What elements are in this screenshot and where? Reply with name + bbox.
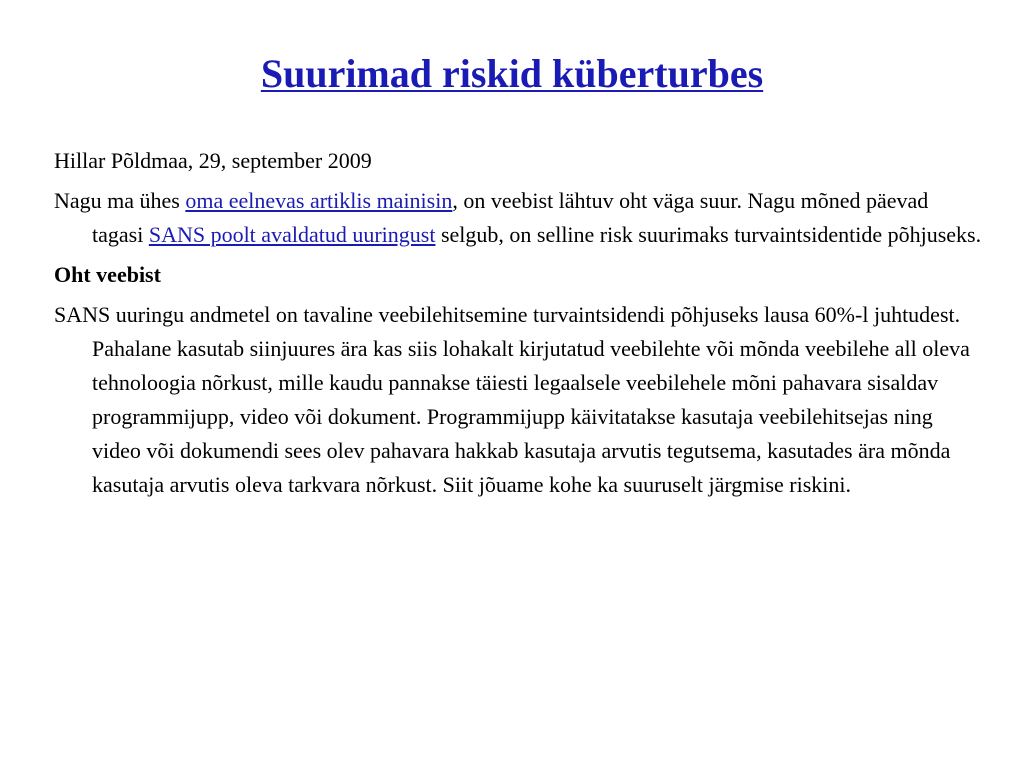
intro-text-2: , on veebist lähtuv oht väga suur. Nagu mõned päevad tagasi <box>92 188 929 247</box>
intro-text-3: selgub, on selline risk suurimaks turvaintsidentide põhjuseks. <box>435 222 982 247</box>
page-title <box>0 50 1024 98</box>
title-link[interactable]: Suurimad riskid küberturbes <box>260 51 764 96</box>
byline: Hillar Põldmaa, 29, september 2009 <box>54 148 372 173</box>
sans-study-link[interactable]: SANS poolt avaldatud uuringust <box>148 222 436 247</box>
body-paragraph: SANS uuringu andmetel on tavaline veebilehitsemine turvaintsidendi põhjuseks lausa 60%-l juhtudest. Pahalane kasutab siinjuures ära kas siis lohakalt kirjutatud veebilehte või mõnda veebilehe all oleva tehnoloogia nõrkust, mille kaudu pannakse täiesti legaalsele veebilehele mõni pahavara sisaldav programmijupp, video või dokument. Programmijupp käivitatakse kasutaja veebilehitsejas ning video või dokumendi sees olev pahavara hakkab kasutaja arvutis tegutsema, kasutades ära mõnda kasutaja arvutis oleva tarkvara nõrkust. Siit jõuame kohe ka suuruselt järgmise riskini. <box>54 302 970 497</box>
intro-paragraph <box>54 184 984 252</box>
section-heading: Oht veebist <box>54 262 161 287</box>
previous-article-link[interactable]: oma eelnevas artiklis mainisin <box>185 188 453 213</box>
article-body <box>54 144 984 508</box>
intro-text-1: Nagu ma ühes <box>54 188 186 213</box>
